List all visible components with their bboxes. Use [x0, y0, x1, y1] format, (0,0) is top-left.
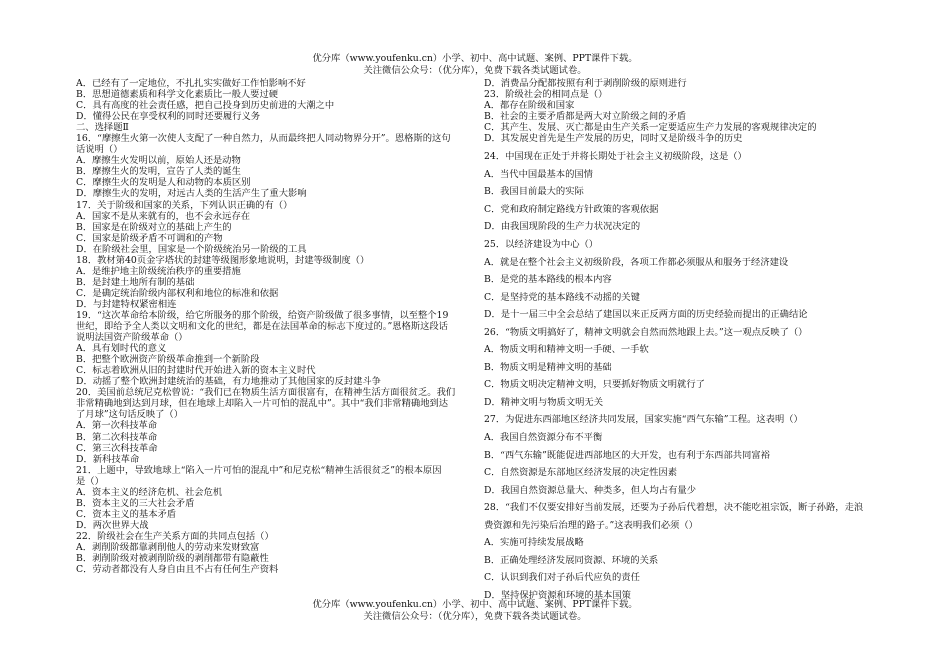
text-line: 25．以经济建设为中心（）: [484, 239, 599, 251]
text-line: A．国家不是从来就有的，也不会永远存在: [76, 210, 251, 222]
text-line: D．新科技革命: [76, 453, 140, 465]
text-line: D．精神文明与物质文明无关: [484, 396, 604, 408]
text-line: 二、选择题Ⅱ: [76, 122, 129, 134]
text-line: A．物质文明和精神文明一手硬、一手软: [484, 344, 649, 356]
left-column: [76, 78, 471, 575]
text-line: 说明法国资产阶级革命（）: [76, 332, 188, 344]
text-line: C．具有高度的社会责任感，把自己投身到历史前进的大潮之中: [76, 100, 335, 112]
right-column-top: [484, 78, 884, 144]
text-line: A．摩擦生火发明以前，原始人还是动物: [76, 155, 241, 167]
text-line: C．是确定统治阶级内部权利和地位的标准和依据: [76, 287, 279, 299]
text-line: D．懂得公民在享受权利的同时还要履行义务: [76, 111, 261, 123]
text-line: D．是十一届三中全会总结了建国以来正反两方面的历史经验而提出的正确结论: [484, 309, 808, 321]
text-line: A．第一次科技革命: [76, 420, 158, 432]
text-line: B．物质文明是精神文明的基础: [484, 361, 612, 373]
text-line: D．由我国现阶段的生产力状况决定的: [484, 221, 641, 233]
text-line: B．我国目前最大的实际: [484, 186, 584, 198]
text-line: 了月球”这句话反映了（）: [76, 409, 184, 421]
text-line: D．其发展史首先是生产发展的历史，同时又是阶级斗争的历史: [484, 133, 743, 145]
text-line: 21．上题中，导致地球上“陷入一片可怕的混乱中”和尼克松“精神生活很贫乏”的根本原因: [76, 464, 442, 476]
text-line: C．党和政府制定路线方针政策的客观依据: [484, 203, 659, 215]
text-line: 16．“摩擦生火第一次使人支配了一种自然力，从而最终把人同动物界分开”。恩格斯的这句: [76, 133, 451, 145]
right-column: [484, 78, 884, 605]
right-column-bottom: [484, 148, 884, 604]
text-line: 19．“这次革命给本阶级，给它所服务的那个阶级，给资产阶级做了很多事情，以至整个19: [76, 309, 449, 321]
text-line: B．社会的主要矛盾都是两大对立阶级之间的矛盾: [484, 111, 687, 123]
text-line: A．剥削阶级都靠剥削他人的劳动来发财致富: [76, 541, 260, 553]
text-line: D．消费品分配都按照有利于剥削阶级的原则进行: [484, 78, 687, 89]
text-line: B．资本主义的三大社会矛盾: [76, 497, 195, 509]
text-line: B．摩擦生火的发明，宣告了人类的诞生: [76, 166, 241, 178]
text-line: B．是党的基本路线的根本内容: [484, 274, 612, 286]
text-line: 28．“我们不仅要安排好当前发展，还要为子孙后代着想，决不能吃祖宗饭，断子孙路，走浪: [484, 502, 864, 514]
header-banner: [0, 53, 950, 77]
text-line: C．认识到我们对子孙后代应负的责任: [484, 572, 640, 584]
text-line: A．我国自然资源分布不平衡: [484, 432, 603, 444]
text-line: 22．阶级社会在生产关系方面的共同点包括（）: [76, 530, 274, 542]
text-line: B．“西气东输”既能促进西部地区的大开发，也有利于东西部共同富裕: [484, 449, 770, 461]
text-line: 18．教材第40页金字塔状的封建等级图形象地说明，封建等级制度（）: [76, 254, 370, 266]
text-line: B．国家是在阶级对立的基础上产生的: [76, 221, 232, 233]
text-line: C．资本主义的基本矛盾: [76, 508, 177, 520]
footer-line-1: 优分库（www.youfenku.cn）小学、初中、高中试题、案例、PPT课件下载。: [312, 599, 638, 610]
text-line: C．自然资源是东部地区经济发展的决定性因素: [484, 467, 678, 479]
text-line: A．都存在阶级和国家: [484, 100, 575, 112]
text-line: C．国家是阶级矛盾不可调和的产物: [76, 232, 223, 244]
footer-line-2: 关注微信公众号：（优分库），免费下载各类试题试卷。: [363, 611, 587, 622]
text-line: 非常精确地到达到月球，但在地球上却陷入一片可怕的混乱中”。其中“我们非常精确地到达: [76, 398, 449, 410]
text-line: 费资源和先污染后治理的路子。”这表明我们必须（）: [484, 519, 698, 531]
text-line: B．把整个欧洲资产阶级革命推到一个新阶段: [76, 354, 260, 366]
text-line: D．动摇了整个欧洲封建统治的基础，有力地推动了其他国家的反封建斗争: [76, 376, 381, 388]
text-line: C．劳动者都没有人身自由且不占有任何生产资料: [76, 564, 279, 576]
text-line: D．我国自然资源总量大、种类多，但人均占有量少: [484, 484, 696, 496]
text-line: C．是坚持党的基本路线不动摇的关键: [484, 291, 640, 303]
text-line: D．坚持保护资源和环境的基本国策: [484, 589, 631, 601]
text-line: A．具有划时代的意义: [76, 343, 167, 355]
text-line: D．摩擦生火的发明，对远古人类的生活产生了重大影响: [76, 188, 307, 200]
text-line: 话说明（）: [76, 144, 123, 156]
text-line: A．是维护地主阶级统治秩序的重要措施: [76, 265, 241, 277]
text-line: 27．为促进东西部地区经济共同发展，国家实施“西气东输”工程。这表明（）: [484, 414, 803, 426]
text-line: B．剥削阶级对被剥削阶级的剥削都带有隐蔽性: [76, 553, 269, 565]
text-line: C．摩擦生火的发明是人和动物的本质区别: [76, 177, 251, 189]
header-line-2: 关注微信公众号：（优分库），免费下载各类试题试卷。: [363, 65, 587, 76]
text-line: A．已经有了一定地位，不扎扎实实做好工作怕影响不好: [76, 78, 306, 89]
footer-banner: [0, 599, 950, 623]
text-line: 24．中国现在正处于并将长期处于社会主义初级阶段，这是（）: [484, 151, 747, 163]
text-line: B．是封建土地所有制的基础: [76, 276, 195, 288]
text-line: B．思想道德素质和科学文化素质比一般人要过硬: [76, 89, 279, 101]
text-line: C．其产生、发展、灭亡都是由生产关系一定要适应生产力发展的客观规律决定的: [484, 122, 817, 134]
header-line-1: 优分库（www.youfenku.cn）小学、初中、高中试题、案例、PPT课件下载。: [312, 53, 638, 64]
text-line: D．与封建特权紧密相连: [76, 298, 177, 310]
text-line: C．物质文明决定精神文明，只要抓好物质文明就行了: [484, 379, 705, 391]
text-line: 23．阶级社会的相同点是（）: [484, 89, 608, 101]
text-line: A．资本主义的经济危机、社会危机: [76, 486, 223, 498]
text-line: A．就是在整个社会主义初级阶段，各项工作都必须服从和服务于经济建设: [484, 256, 789, 268]
text-line: 是（）: [76, 475, 104, 487]
text-line: 17．关于阶级和国家的关系，下列认识正确的有（）: [76, 199, 293, 211]
text-line: A．实施可持续发展战略: [484, 537, 584, 549]
text-line: A．当代中国最基本的国情: [484, 168, 593, 180]
text-line: D．在阶级社会里，国家是一个阶级统治另一阶级的工具: [76, 243, 307, 255]
text-line: C．第三次科技革命: [76, 442, 158, 454]
text-line: 世纪，即给予全人类以文明和文化的世纪，都是在法国革命的标志下度过的。”恩格斯这段话: [76, 321, 448, 333]
text-line: 26．“物质文明搞好了，精神文明就会自然而然地跟上去。”这一观点反映了（）: [484, 326, 808, 338]
text-line: 20．美国前总统尼克松曾说：“我们已在物质生活方面很富有，在精神生活方面很贫乏。我们: [76, 387, 456, 399]
text-line: B．正确处理经济发展同资源、环境的关系: [484, 554, 659, 566]
text-line: D．两次世界大战: [76, 519, 149, 531]
text-line: B．第二次科技革命: [76, 431, 158, 443]
text-line: C．标志着欧洲从旧的封建时代开始进入新的资本主义时代: [76, 365, 316, 377]
